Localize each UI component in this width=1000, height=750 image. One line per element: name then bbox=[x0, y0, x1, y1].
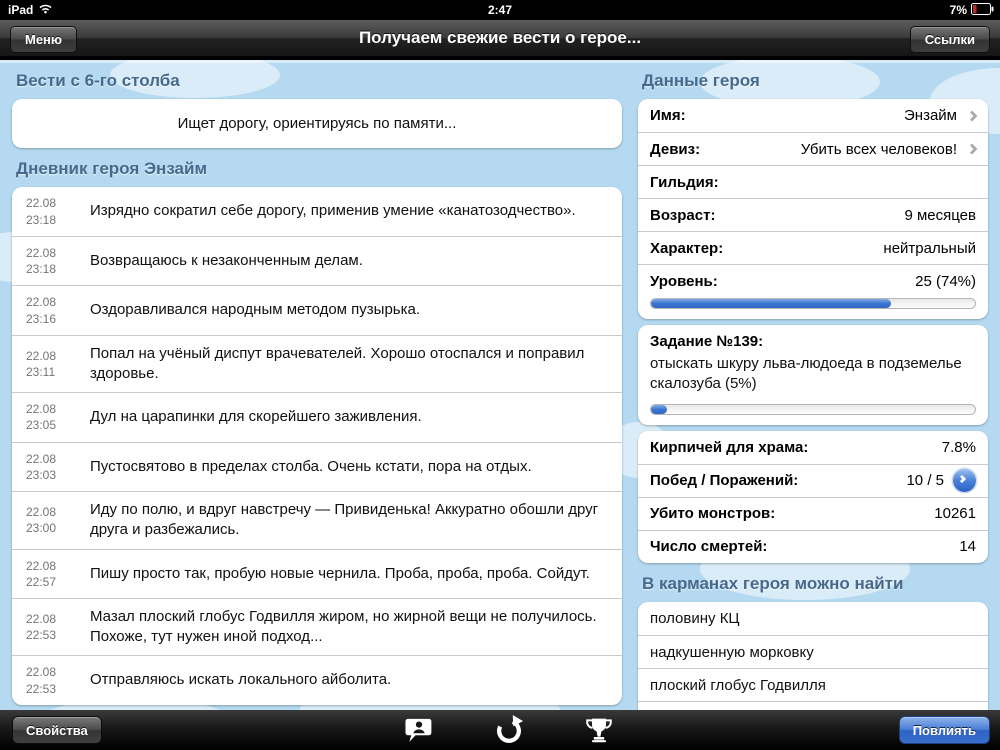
pocket-item: половину КЦ bbox=[650, 609, 740, 627]
pocket-item: плоский глобус Годвилля bbox=[638, 668, 988, 701]
influence-button[interactable]: Повлиять bbox=[899, 716, 990, 744]
diary-entry: 22.08 22:53 Отправляюсь искать локального айболита. bbox=[12, 655, 622, 704]
diary-entry: 22.08 23:05 Дул на царапинки для скорейшего заживления. bbox=[12, 392, 622, 441]
hero-data-heading: Данные героя bbox=[642, 71, 760, 90]
monsters-row: Убито монстров: 10261 bbox=[638, 497, 988, 530]
bottom-toolbar bbox=[0, 710, 1000, 750]
hero-name: Энзайм bbox=[904, 107, 957, 124]
diary-entry: 22.08 22:53 Мазал плоский глобус Годвилля жиром, но жирной вещи не получилось. Похоже, тут нужен иной подход... bbox=[12, 598, 622, 656]
deaths-row: Число смертей: 14 bbox=[638, 530, 988, 563]
task-progress-bar bbox=[650, 404, 976, 415]
diary-list bbox=[12, 187, 622, 705]
menu-button[interactable]: Меню bbox=[10, 26, 77, 53]
nav-title: Получаем свежие вести о герое... bbox=[358, 28, 642, 47]
hero-task-panel bbox=[638, 325, 988, 425]
task-label: Задание №139: bbox=[650, 333, 764, 350]
bricks-value: 7.8% bbox=[941, 438, 976, 456]
diary-entry: 22.08 23:18 Изрядно сократил себе дорогу, применив умение «канатозодчество». bbox=[26, 196, 576, 227]
refresh-icon[interactable] bbox=[493, 714, 525, 746]
hero-motto-row[interactable]: Девиз: Убить всех человеков! bbox=[638, 132, 988, 165]
links-button[interactable]: Ссылки bbox=[910, 26, 990, 53]
hero-level-row: Уровень: 25 (74%) bbox=[638, 264, 988, 297]
monsters-value: 10261 bbox=[934, 505, 976, 522]
pockets-heading: В карманах героя можно найти bbox=[642, 573, 904, 593]
diary-heading: Дневник героя Энзайм bbox=[16, 159, 208, 178]
hero-alignment-row: Характер: нейтральный bbox=[638, 231, 988, 264]
chat-icon[interactable] bbox=[403, 714, 435, 746]
level-progress-bar bbox=[650, 298, 976, 309]
battery-icon bbox=[971, 3, 994, 18]
diary-entry: 22.08 23:18 Возвращаюсь к незаконченным делам. bbox=[12, 236, 622, 285]
task-progress-fill bbox=[651, 405, 667, 414]
hero-motto: Убить всех человеков! bbox=[800, 140, 957, 158]
chevron-right-icon bbox=[966, 110, 977, 121]
diary-entry: 22.08 23:00 Иду по полю, и вдруг навстречу — Привиденька! Аккуратно обошли друг друга и разбежались. bbox=[12, 491, 622, 549]
clock: 2:47 bbox=[487, 3, 513, 17]
hero-level: 25 (74%) bbox=[915, 272, 976, 290]
diary-entry: 22.08 22:57 Пишу просто так, пробую новые чернила. Проба, проба, проба. Сойдут. bbox=[12, 549, 622, 598]
duels-value: 10 / 5 bbox=[906, 472, 944, 489]
level-progress-fill bbox=[651, 299, 891, 308]
hero-guild-row: Гильдия: bbox=[638, 165, 988, 198]
status-bar bbox=[0, 0, 1000, 20]
hero-data-panel bbox=[638, 99, 988, 319]
wifi-icon bbox=[38, 3, 53, 17]
hero-age-row: Возраст: 9 месяцев bbox=[638, 198, 988, 231]
hero-age: 9 месяцев bbox=[904, 206, 976, 224]
diary-entry: 22.08 23:16 Оздоравливался народным методом пузырька. bbox=[12, 285, 622, 334]
carrier-label: iPad bbox=[8, 3, 34, 17]
nav-bar bbox=[0, 20, 1000, 58]
duels-row: Побед / Поражений: 10 / 5 bbox=[638, 464, 988, 497]
diary-entry: 22.08 23:03 Пустосвятово в пределах столба. Очень кстати, пора на отдых. bbox=[12, 442, 622, 491]
properties-button[interactable]: Свойства bbox=[12, 716, 102, 744]
deaths-value: 14 bbox=[959, 538, 976, 555]
task-text: отыскать шкуру льва-людоеда в подземелье скалозуба (5%) bbox=[650, 355, 962, 393]
chevron-right-icon bbox=[958, 475, 966, 483]
chevron-right-icon bbox=[966, 143, 977, 154]
battery-percent: 7% bbox=[949, 3, 967, 17]
news-heading: Вести с 6-го столба bbox=[16, 71, 180, 90]
main-content bbox=[0, 60, 1000, 750]
pocket-item: надкушенную морковку bbox=[638, 635, 988, 668]
hero-alignment: нейтральный bbox=[883, 239, 976, 257]
hero-stats-panel bbox=[638, 431, 988, 563]
duels-detail-button[interactable] bbox=[953, 469, 976, 492]
trophy-icon[interactable] bbox=[583, 714, 615, 746]
bricks-row: Кирпичей для храма: 7.8% bbox=[650, 438, 976, 456]
hero-status-box: Ищет дорогу, ориентируясь по памяти... bbox=[12, 99, 622, 148]
hero-name-row[interactable]: Имя: Энзайм bbox=[638, 99, 988, 132]
diary-entry: 22.08 23:11 Попал на учёный диспут врачевателей. Хорошо отоспался и поправил здоровье. bbox=[12, 335, 622, 393]
